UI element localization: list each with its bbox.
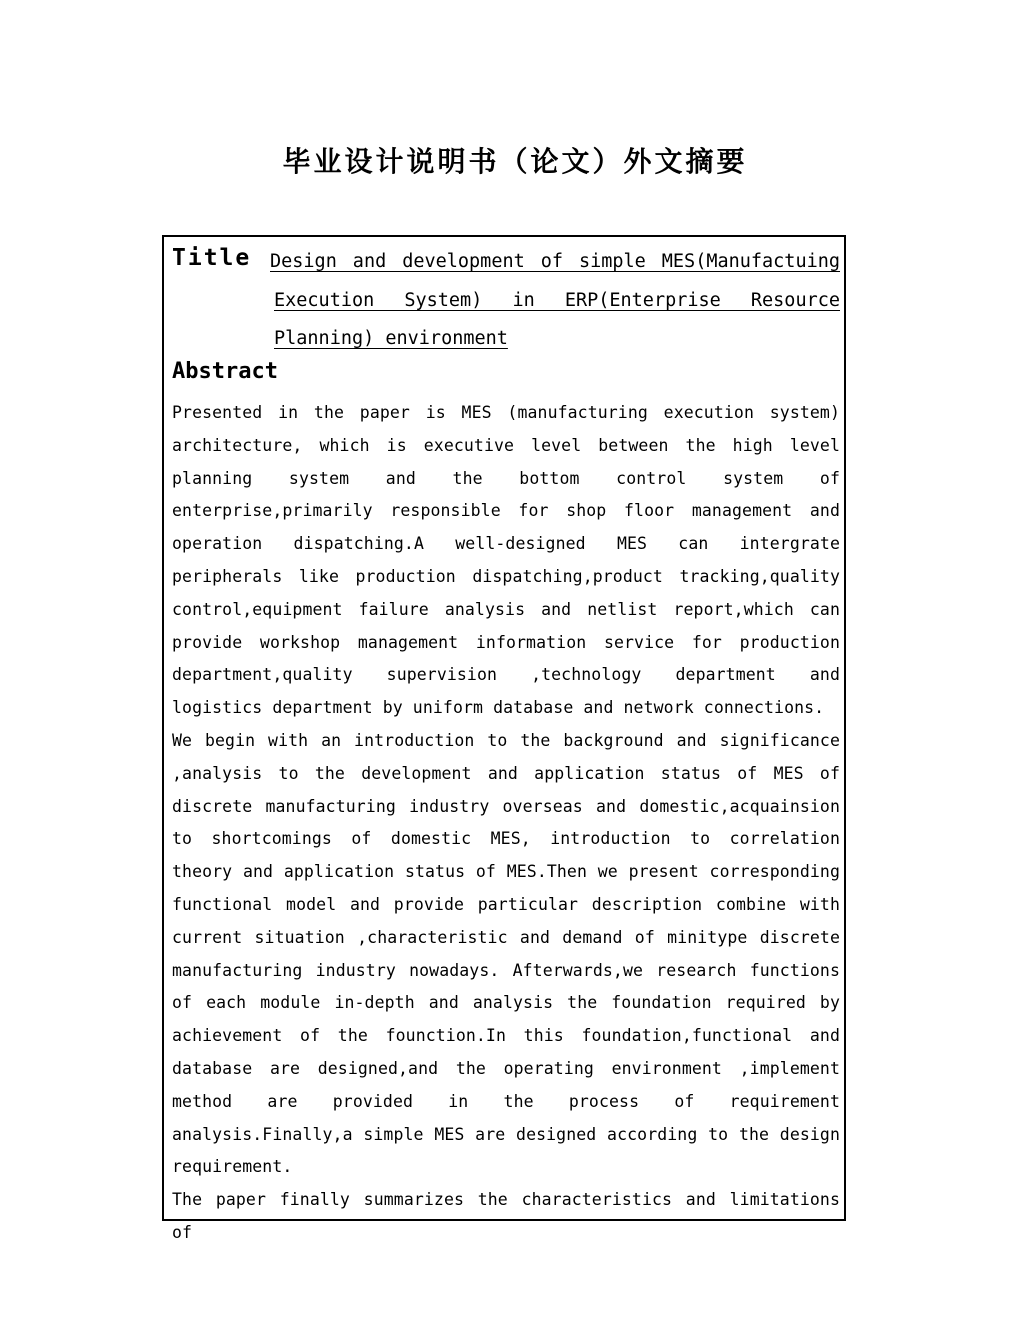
abstract-paragraph-1: Presented in the paper is MES (manufacturing execution system) architecture, which is executive level between the high level planning system and the bottom control system of enterprise,primarily responsible for shop floor management and operation dispatching.A well-designed MES can intergrate peripherals like production dispatching,product tracking,quality control,equipment failure analysis and netlist report,which can provide workshop management information service for production department,quality supervision ,technology department and logistics department by uniform database and network connections.	[172, 403, 840, 718]
abstract-heading: Abstract	[172, 359, 278, 384]
thesis-title: Design and development of simple MES(Manufactuing Execution System) in ERP(Enterprise Resource Planning) environment	[270, 251, 840, 349]
abstract-table	[162, 235, 846, 1242]
abstract-paragraph-2: We begin with an introduction to the background and significance ,analysis to the development and application status of MES of discrete manufacturing industry overseas and domestic,acquainsion to shortcomings of domestic MES, introduction to correlation theory and application status of MES.Then we present corresponding functional model and provide particular description combine with current situation ,characteristic and demand of minitype discrete manufacturing industry nowadays. Afterwards,we research functions of each module in-depth and analysis the foundation required by achievement of the founction.In this foundation,functional and database are designed,and the operating environment ,implement method are provided in the process of requirement analysis.Finally,a simple MES are designed according to the design requirement.	[172, 730, 840, 1177]
title-label: Title	[172, 245, 252, 271]
abstract-paragraph-3: The paper finally summarizes the characteristics and limitations of	[172, 1190, 840, 1242]
abstract-body	[172, 397, 840, 1250]
page-title: 毕业设计说明书（论文）外文摘要	[282, 145, 748, 178]
